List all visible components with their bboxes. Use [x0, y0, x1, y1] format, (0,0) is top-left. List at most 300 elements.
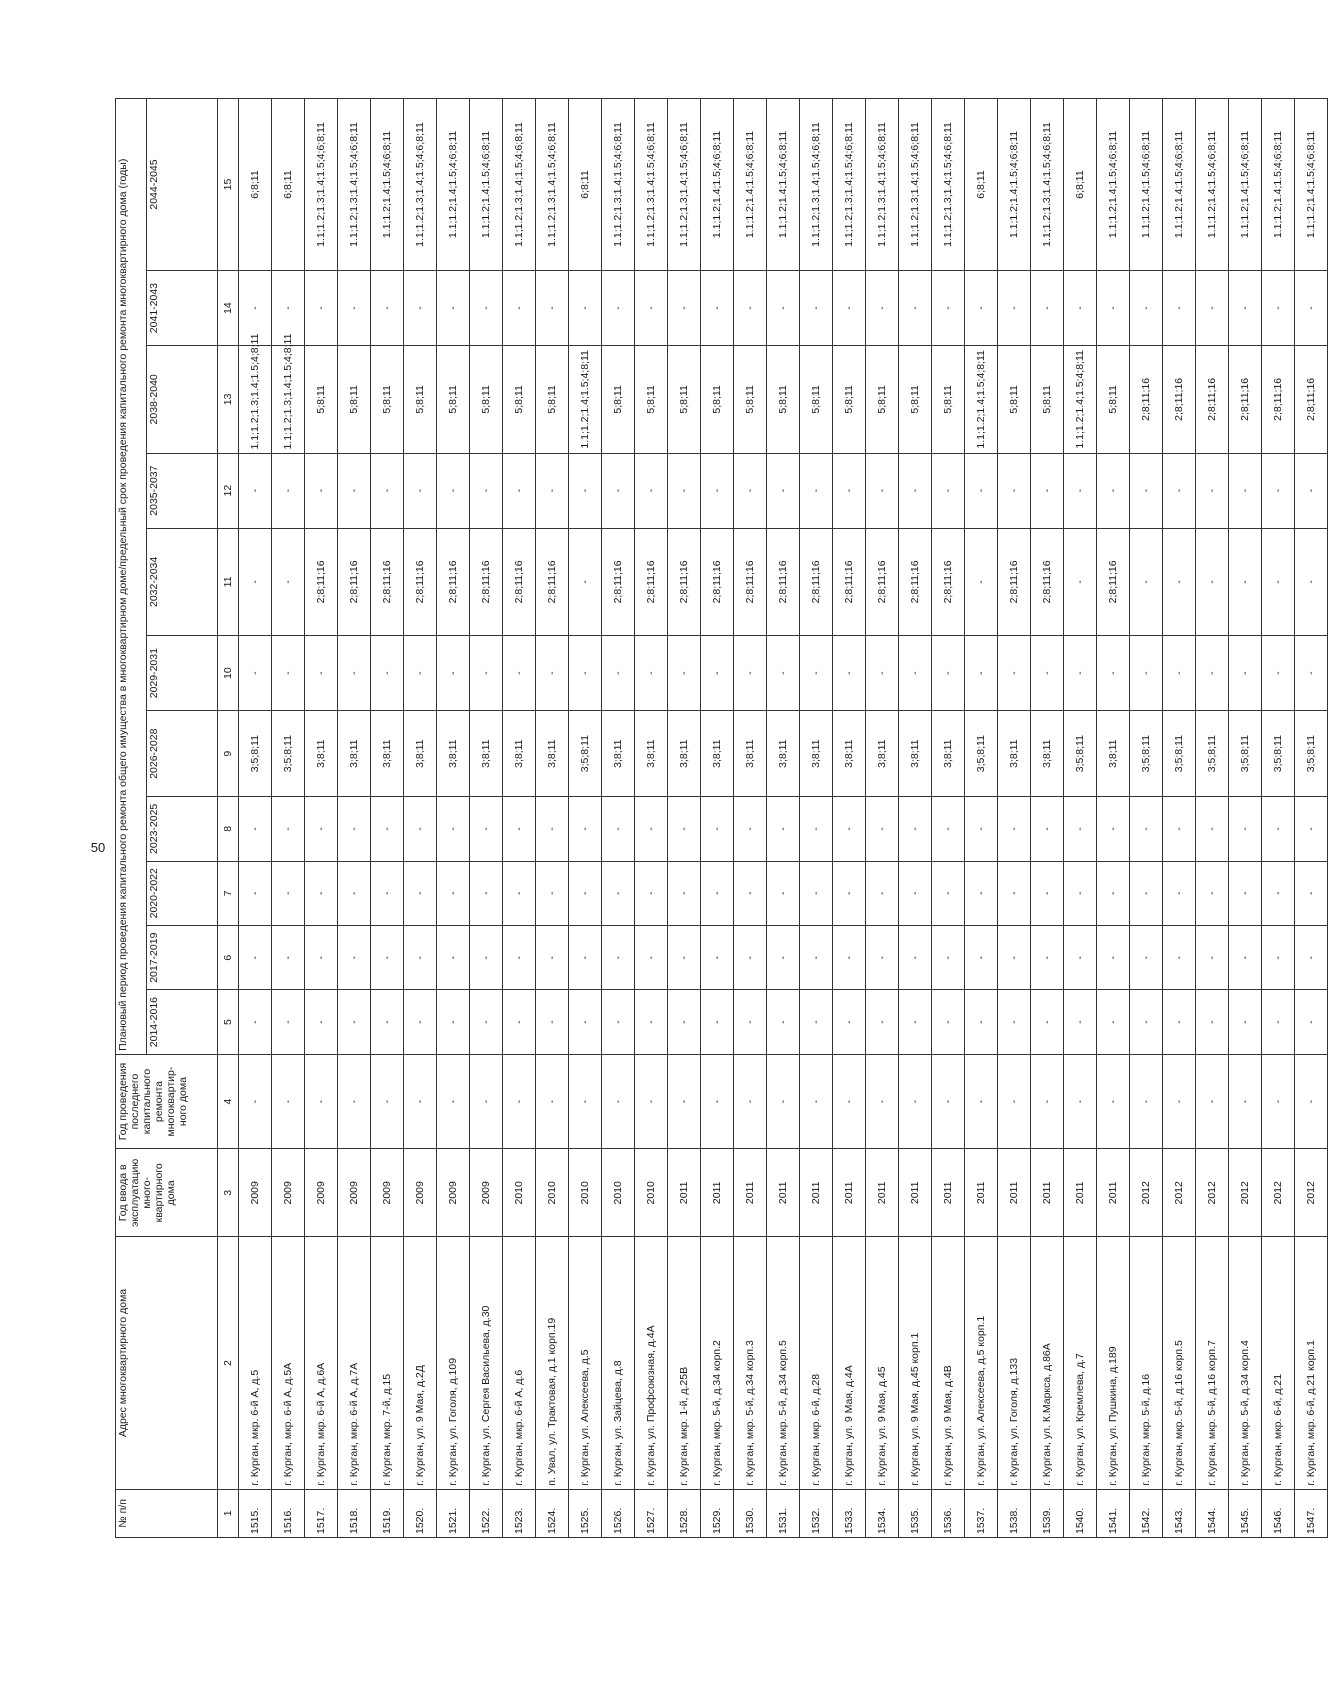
row-year-built: 2011: [668, 1149, 701, 1237]
table-row: [1031, 99, 1064, 1538]
row-number: 1537.: [965, 1489, 998, 1537]
row-period-value: -: [1064, 990, 1097, 1054]
row-period-value: -: [701, 925, 734, 989]
row-period-value: -: [602, 797, 635, 861]
row-period-value: -: [635, 861, 668, 925]
row-last-repair: -: [1064, 1054, 1097, 1148]
row-period-value: -: [569, 990, 602, 1054]
row-period-value: -: [866, 636, 899, 711]
row-period-value: -: [404, 797, 437, 861]
row-address: г. Курган, ул. 9 Мая, д.4А: [833, 1237, 866, 1489]
row-period-value: -: [1229, 925, 1262, 989]
row-period-value: 1.1;1.2;1.3;1.4;1.5;4;6;8;11: [503, 99, 536, 271]
row-address: г. Курган, ул. Алексеева, д.5: [569, 1237, 602, 1489]
row-period-value: -: [437, 861, 470, 925]
row-period-value: 5;8;11: [701, 346, 734, 453]
row-period-value: -: [1031, 925, 1064, 989]
row-period-value: -: [404, 271, 437, 346]
table-row: [371, 99, 404, 1538]
row-period-value: -: [602, 925, 635, 989]
row-period-value: 3;8;11: [503, 711, 536, 797]
row-period-value: -: [536, 636, 569, 711]
table-row: [932, 99, 965, 1538]
table-row: [1097, 99, 1130, 1538]
row-period-value: 1.1;1.2;1.4;1.5;4;6;8;11: [437, 99, 470, 271]
row-period-value: -: [635, 990, 668, 1054]
table-row: [1262, 99, 1295, 1538]
row-number: 1538.: [998, 1489, 1031, 1537]
row-period-value: -: [305, 797, 338, 861]
table-row: [866, 99, 899, 1538]
row-period-value: -: [1064, 636, 1097, 711]
row-period-value: 5;8;11: [338, 346, 371, 453]
table-row: [701, 99, 734, 1538]
row-period-value: -: [536, 797, 569, 861]
row-period-value: 2;8;11;16: [1196, 346, 1229, 453]
row-address: г. Курган, мкр. 5-й, д.34 корп.2: [701, 1237, 734, 1489]
row-period-value: -: [701, 636, 734, 711]
row-period-value: -: [272, 528, 305, 635]
row-period-value: 2;8;11;16: [899, 528, 932, 635]
row-period-value: -: [239, 925, 272, 989]
row-period-value: -: [338, 271, 371, 346]
row-period-value: -: [1295, 861, 1328, 925]
table-row: [998, 99, 1031, 1538]
table-row: [470, 99, 503, 1538]
row-address: г. Курган, ул. Зайцева, д.8: [602, 1237, 635, 1489]
row-period-value: 3;8;11: [305, 711, 338, 797]
table-row: [569, 99, 602, 1538]
row-period-value: -: [536, 861, 569, 925]
row-period-value: -: [866, 453, 899, 528]
row-last-repair: -: [833, 1054, 866, 1148]
row-last-repair: -: [602, 1054, 635, 1148]
row-number: 1523.: [503, 1489, 536, 1537]
header-no: № п/п: [116, 1489, 218, 1537]
row-number: 1517.: [305, 1489, 338, 1537]
table-row: [734, 99, 767, 1538]
row-period-value: -: [965, 271, 998, 346]
table-row: [635, 99, 668, 1538]
row-period-value: -: [470, 271, 503, 346]
row-period-value: -: [503, 453, 536, 528]
row-period-value: -: [1196, 797, 1229, 861]
row-period-value: -: [536, 453, 569, 528]
row-period-value: -: [503, 636, 536, 711]
row-year-built: 2009: [371, 1149, 404, 1237]
row-address: г. Курган, мкр. 1-й, д.25В: [668, 1237, 701, 1489]
row-period-value: 1.1;1.2;1.3;1.4;1.5;4;6;8;11: [305, 99, 338, 271]
table-row: [668, 99, 701, 1538]
row-period-value: -: [1031, 797, 1064, 861]
row-period-value: -: [1262, 797, 1295, 861]
row-last-repair: -: [305, 1054, 338, 1148]
row-last-repair: -: [1031, 1054, 1064, 1148]
row-address: г. Курган, ул. Алексеева, д.5 корп.1: [965, 1237, 998, 1489]
header-address: Адрес многоквартирного дома: [116, 1237, 218, 1489]
row-period-value: -: [602, 636, 635, 711]
row-period-value: -: [998, 925, 1031, 989]
row-period-value: -: [305, 271, 338, 346]
row-last-repair: -: [1130, 1054, 1163, 1148]
row-last-repair: -: [404, 1054, 437, 1148]
row-period-value: -: [833, 453, 866, 528]
table-row: [1196, 99, 1229, 1538]
row-period-value: 6;8;11: [1064, 99, 1097, 271]
row-period-value: -: [239, 453, 272, 528]
row-period-value: -: [1196, 990, 1229, 1054]
row-period-value: -: [866, 925, 899, 989]
row-period-value: 5;8;11: [932, 346, 965, 453]
row-number: 1516.: [272, 1489, 305, 1537]
row-year-built: 2011: [1064, 1149, 1097, 1237]
row-period-value: -: [965, 528, 998, 635]
row-period-value: -: [1229, 636, 1262, 711]
row-period-value: 1.1;1.2;1.4;1.5;4;6;8;11: [1196, 99, 1229, 271]
row-number: 1515.: [239, 1489, 272, 1537]
row-last-repair: -: [1163, 1054, 1196, 1148]
row-year-built: 2009: [272, 1149, 305, 1237]
row-period-value: 1.1;1.2;1.3;1.4;1.5;4;8;11: [239, 346, 272, 453]
row-period-value: -: [1295, 990, 1328, 1054]
row-period-value: -: [1163, 271, 1196, 346]
row-period-value: 5;8;11: [437, 346, 470, 453]
row-address: г. Курган, ул. 9 Мая, д.2Д: [404, 1237, 437, 1489]
row-period-value: -: [1262, 636, 1295, 711]
row-number: 1531.: [767, 1489, 800, 1537]
table-row: [602, 99, 635, 1538]
row-period-value: 5;8;11: [998, 346, 1031, 453]
row-year-built: 2009: [305, 1149, 338, 1237]
header-period: 2026-2028: [147, 711, 218, 797]
row-year-built: 2012: [1130, 1149, 1163, 1237]
row-period-value: -: [1097, 453, 1130, 528]
row-period-value: -: [932, 925, 965, 989]
row-number: 1542.: [1130, 1489, 1163, 1537]
row-period-value: -: [1163, 925, 1196, 989]
row-period-value: -: [701, 861, 734, 925]
row-period-value: 3;8;11: [602, 711, 635, 797]
row-period-value: -: [899, 453, 932, 528]
column-number: 5: [218, 990, 239, 1054]
row-number: 1532.: [800, 1489, 833, 1537]
row-period-value: -: [305, 990, 338, 1054]
header-period: 2020-2022: [147, 861, 218, 925]
row-period-value: -: [1295, 925, 1328, 989]
row-period-value: -: [371, 990, 404, 1054]
row-address: г. Курган, ул. 9 Мая, д.4В: [932, 1237, 965, 1489]
row-period-value: 3;8;11: [767, 711, 800, 797]
row-period-value: -: [1262, 861, 1295, 925]
column-number: 11: [218, 528, 239, 635]
row-last-repair: -: [569, 1054, 602, 1148]
row-period-value: -: [1130, 861, 1163, 925]
row-period-value: -: [569, 636, 602, 711]
row-period-value: 1.1;1.2;1.4;1.5;4;6;8;11: [701, 99, 734, 271]
row-period-value: -: [239, 636, 272, 711]
row-period-value: -: [1295, 271, 1328, 346]
header-period: 2014-2016: [147, 990, 218, 1054]
row-address: г. Курган, ул. Профсоюзная, д.4А: [635, 1237, 668, 1489]
row-year-built: 2012: [1163, 1149, 1196, 1237]
row-period-value: -: [239, 797, 272, 861]
row-period-value: -: [800, 925, 833, 989]
row-period-value: 2;8;11;16: [371, 528, 404, 635]
row-period-value: 5;8;11: [734, 346, 767, 453]
row-period-value: 3;8;11: [1031, 711, 1064, 797]
row-period-value: 2;8;11;16: [866, 528, 899, 635]
column-number: 9: [218, 711, 239, 797]
row-period-value: -: [470, 453, 503, 528]
row-period-value: -: [371, 271, 404, 346]
row-period-value: -: [767, 990, 800, 1054]
row-period-value: 2;8;11;16: [1163, 346, 1196, 453]
capital-repair-table: [115, 98, 1328, 1538]
header-period: 2032-2034: [147, 528, 218, 635]
row-period-value: -: [932, 271, 965, 346]
row-period-value: 6;8;11: [239, 99, 272, 271]
row-period-value: 5;8;11: [305, 346, 338, 453]
row-last-repair: -: [998, 1054, 1031, 1148]
row-last-repair: -: [1196, 1054, 1229, 1148]
row-period-value: -: [1064, 861, 1097, 925]
row-year-built: 2012: [1295, 1149, 1328, 1237]
header-period: 2038-2040: [147, 346, 218, 453]
row-period-value: -: [305, 925, 338, 989]
row-period-value: -: [437, 990, 470, 1054]
row-period-value: 2;8;11;16: [437, 528, 470, 635]
row-period-value: 2;8;11;16: [503, 528, 536, 635]
row-period-value: 1.1;1.2;1.4;1.5;4;6;8;11: [998, 99, 1031, 271]
row-last-repair: -: [701, 1054, 734, 1148]
row-period-value: -: [503, 990, 536, 1054]
row-period-value: 1.1;1.2;1.4;1.5;4;6;8;11: [1163, 99, 1196, 271]
row-period-value: 1.1;1.2;1.3;1.4;1.5;4;6;8;11: [866, 99, 899, 271]
row-period-value: 5;8;11: [833, 346, 866, 453]
row-period-value: -: [503, 271, 536, 346]
table-row: [338, 99, 371, 1538]
table-row: [965, 99, 998, 1538]
row-period-value: -: [668, 990, 701, 1054]
row-period-value: -: [338, 453, 371, 528]
row-period-value: -: [1229, 528, 1262, 635]
row-year-built: 2010: [503, 1149, 536, 1237]
row-period-value: -: [1229, 797, 1262, 861]
table-row: [899, 99, 932, 1538]
row-period-value: 2;8;11;16: [767, 528, 800, 635]
row-period-value: -: [1262, 925, 1295, 989]
row-period-value: -: [998, 453, 1031, 528]
row-period-value: -: [1130, 990, 1163, 1054]
column-number: 4: [218, 1054, 239, 1148]
row-period-value: -: [899, 861, 932, 925]
row-period-value: 1.1;1.2;1.4;1.5;4;8;11: [965, 346, 998, 453]
row-period-value: 5;8;11: [767, 346, 800, 453]
row-number: 1543.: [1163, 1489, 1196, 1537]
row-period-value: 2;8;11;16: [338, 528, 371, 635]
row-period-value: 5;8;11: [1097, 346, 1130, 453]
row-period-value: -: [635, 271, 668, 346]
row-period-value: -: [1163, 453, 1196, 528]
row-period-value: 2;8;11;16: [635, 528, 668, 635]
row-period-value: -: [305, 636, 338, 711]
row-period-value: -: [932, 453, 965, 528]
row-period-value: -: [272, 797, 305, 861]
row-period-value: -: [1064, 925, 1097, 989]
row-period-value: 5;8;11: [899, 346, 932, 453]
row-period-value: -: [1064, 528, 1097, 635]
row-period-value: -: [272, 990, 305, 1054]
row-period-value: -: [899, 271, 932, 346]
row-period-value: -: [998, 271, 1031, 346]
header-period: 2023-2025: [147, 797, 218, 861]
table-row: [536, 99, 569, 1538]
row-period-value: -: [1163, 861, 1196, 925]
row-period-value: 1.1;1.2;1.3;1.4;1.5;4;6;8;11: [536, 99, 569, 271]
row-period-value: -: [899, 636, 932, 711]
row-period-value: -: [1130, 797, 1163, 861]
row-period-value: -: [1163, 636, 1196, 711]
row-period-value: 3;5;8;11: [1229, 711, 1262, 797]
row-last-repair: -: [668, 1054, 701, 1148]
row-last-repair: -: [371, 1054, 404, 1148]
row-period-value: -: [734, 925, 767, 989]
table-row: [767, 99, 800, 1538]
row-period-value: -: [404, 925, 437, 989]
row-period-value: -: [965, 861, 998, 925]
row-address: п. Увал, ул. Трактовая, д.1 корп.19: [536, 1237, 569, 1489]
row-last-repair: -: [965, 1054, 998, 1148]
row-period-value: -: [536, 990, 569, 1054]
row-period-value: -: [437, 453, 470, 528]
row-period-value: -: [470, 797, 503, 861]
row-period-value: 1.1;1.2;1.3;1.4;1.5;4;8;11: [272, 346, 305, 453]
row-year-built: 2012: [1262, 1149, 1295, 1237]
row-period-value: -: [1097, 925, 1130, 989]
row-period-value: 3;8;11: [998, 711, 1031, 797]
row-last-repair: -: [734, 1054, 767, 1148]
row-period-value: -: [866, 990, 899, 1054]
row-year-built: 2011: [833, 1149, 866, 1237]
row-period-value: -: [272, 636, 305, 711]
row-number: 1519.: [371, 1489, 404, 1537]
row-number: 1536.: [932, 1489, 965, 1537]
row-period-value: -: [1196, 861, 1229, 925]
row-period-value: -: [338, 861, 371, 925]
row-period-value: 3;8;11: [635, 711, 668, 797]
row-period-value: -: [602, 271, 635, 346]
row-number: 1518.: [338, 1489, 371, 1537]
column-number: 2: [218, 1237, 239, 1489]
row-address: г. Курган, ул. Кремлева, д.7: [1064, 1237, 1097, 1489]
row-period-value: -: [371, 925, 404, 989]
column-number-row: [218, 99, 239, 1538]
row-address: г. Курган, ул. Гоголя, д.133: [998, 1237, 1031, 1489]
row-year-built: 2009: [470, 1149, 503, 1237]
column-number: 6: [218, 925, 239, 989]
row-period-value: -: [833, 925, 866, 989]
row-period-value: -: [569, 861, 602, 925]
row-period-value: -: [371, 861, 404, 925]
table-row: [1064, 99, 1097, 1538]
row-last-repair: -: [470, 1054, 503, 1148]
row-address: г. Курган, мкр. 6-й, д.21 корп.1: [1295, 1237, 1328, 1489]
row-period-value: -: [1163, 990, 1196, 1054]
row-year-built: 2009: [239, 1149, 272, 1237]
row-year-built: 2010: [635, 1149, 668, 1237]
row-period-value: -: [866, 271, 899, 346]
row-period-value: -: [1196, 453, 1229, 528]
row-period-value: -: [635, 925, 668, 989]
table-row: [239, 99, 272, 1538]
row-period-value: 1.1;1.2;1.3;1.4;1.5;4;6;8;11: [668, 99, 701, 271]
row-address: г. Курган, ул. Пушкина, д.189: [1097, 1237, 1130, 1489]
row-period-value: -: [767, 271, 800, 346]
row-period-value: 2;8;11;16: [404, 528, 437, 635]
row-period-value: -: [239, 990, 272, 1054]
row-period-value: 5;8;11: [404, 346, 437, 453]
row-period-value: 2;8;11;16: [1262, 346, 1295, 453]
row-period-value: -: [1163, 528, 1196, 635]
row-period-value: 2;8;11;16: [536, 528, 569, 635]
row-number: 1529.: [701, 1489, 734, 1537]
row-period-value: -: [734, 797, 767, 861]
row-number: 1535.: [899, 1489, 932, 1537]
row-period-value: -: [338, 990, 371, 1054]
row-period-value: -: [338, 636, 371, 711]
row-period-value: -: [800, 453, 833, 528]
row-period-value: 2;8;11;16: [734, 528, 767, 635]
table-row: [404, 99, 437, 1538]
row-period-value: 5;8;11: [371, 346, 404, 453]
row-period-value: 1.1;1.2;1.3;1.4;1.5;4;6;8;11: [833, 99, 866, 271]
row-number: 1524.: [536, 1489, 569, 1537]
row-period-value: 2;8;11;16: [701, 528, 734, 635]
row-year-built: 2011: [998, 1149, 1031, 1237]
row-year-built: 2012: [1229, 1149, 1262, 1237]
row-year-built: 2011: [932, 1149, 965, 1237]
row-number: 1547.: [1295, 1489, 1328, 1537]
row-period-value: -: [899, 990, 932, 1054]
row-period-value: 1.1;1.2;1.3;1.4;1.5;4;6;8;11: [635, 99, 668, 271]
row-period-value: 2;8;11;16: [833, 528, 866, 635]
row-period-value: -: [239, 528, 272, 635]
row-period-value: 1.1;1.2;1.3;1.4;1.5;4;6;8;11: [1031, 99, 1064, 271]
row-address: г. Курган, мкр. 6-й А, д.6: [503, 1237, 536, 1489]
row-period-value: 3;8;11: [470, 711, 503, 797]
row-period-value: 1.1;1.2;1.3;1.4;1.5;4;6;8;11: [800, 99, 833, 271]
row-period-value: -: [371, 797, 404, 861]
row-period-value: -: [569, 797, 602, 861]
row-period-value: -: [734, 990, 767, 1054]
row-period-value: 5;8;11: [668, 346, 701, 453]
row-period-value: -: [536, 925, 569, 989]
row-period-value: 3;8;11: [899, 711, 932, 797]
row-period-value: -: [1295, 636, 1328, 711]
table-row: [800, 99, 833, 1538]
rotated-table-container: [115, 98, 1317, 1538]
header-period: 2029-2031: [147, 636, 218, 711]
header-period: 2017-2019: [147, 925, 218, 989]
row-year-built: 2011: [965, 1149, 998, 1237]
row-last-repair: -: [1295, 1054, 1328, 1148]
row-number: 1527.: [635, 1489, 668, 1537]
row-period-value: -: [569, 528, 602, 635]
row-period-value: -: [338, 797, 371, 861]
row-period-value: 1.1;1.2;1.4;1.5;4;6;8;11: [767, 99, 800, 271]
row-period-value: -: [734, 453, 767, 528]
row-year-built: 2010: [569, 1149, 602, 1237]
